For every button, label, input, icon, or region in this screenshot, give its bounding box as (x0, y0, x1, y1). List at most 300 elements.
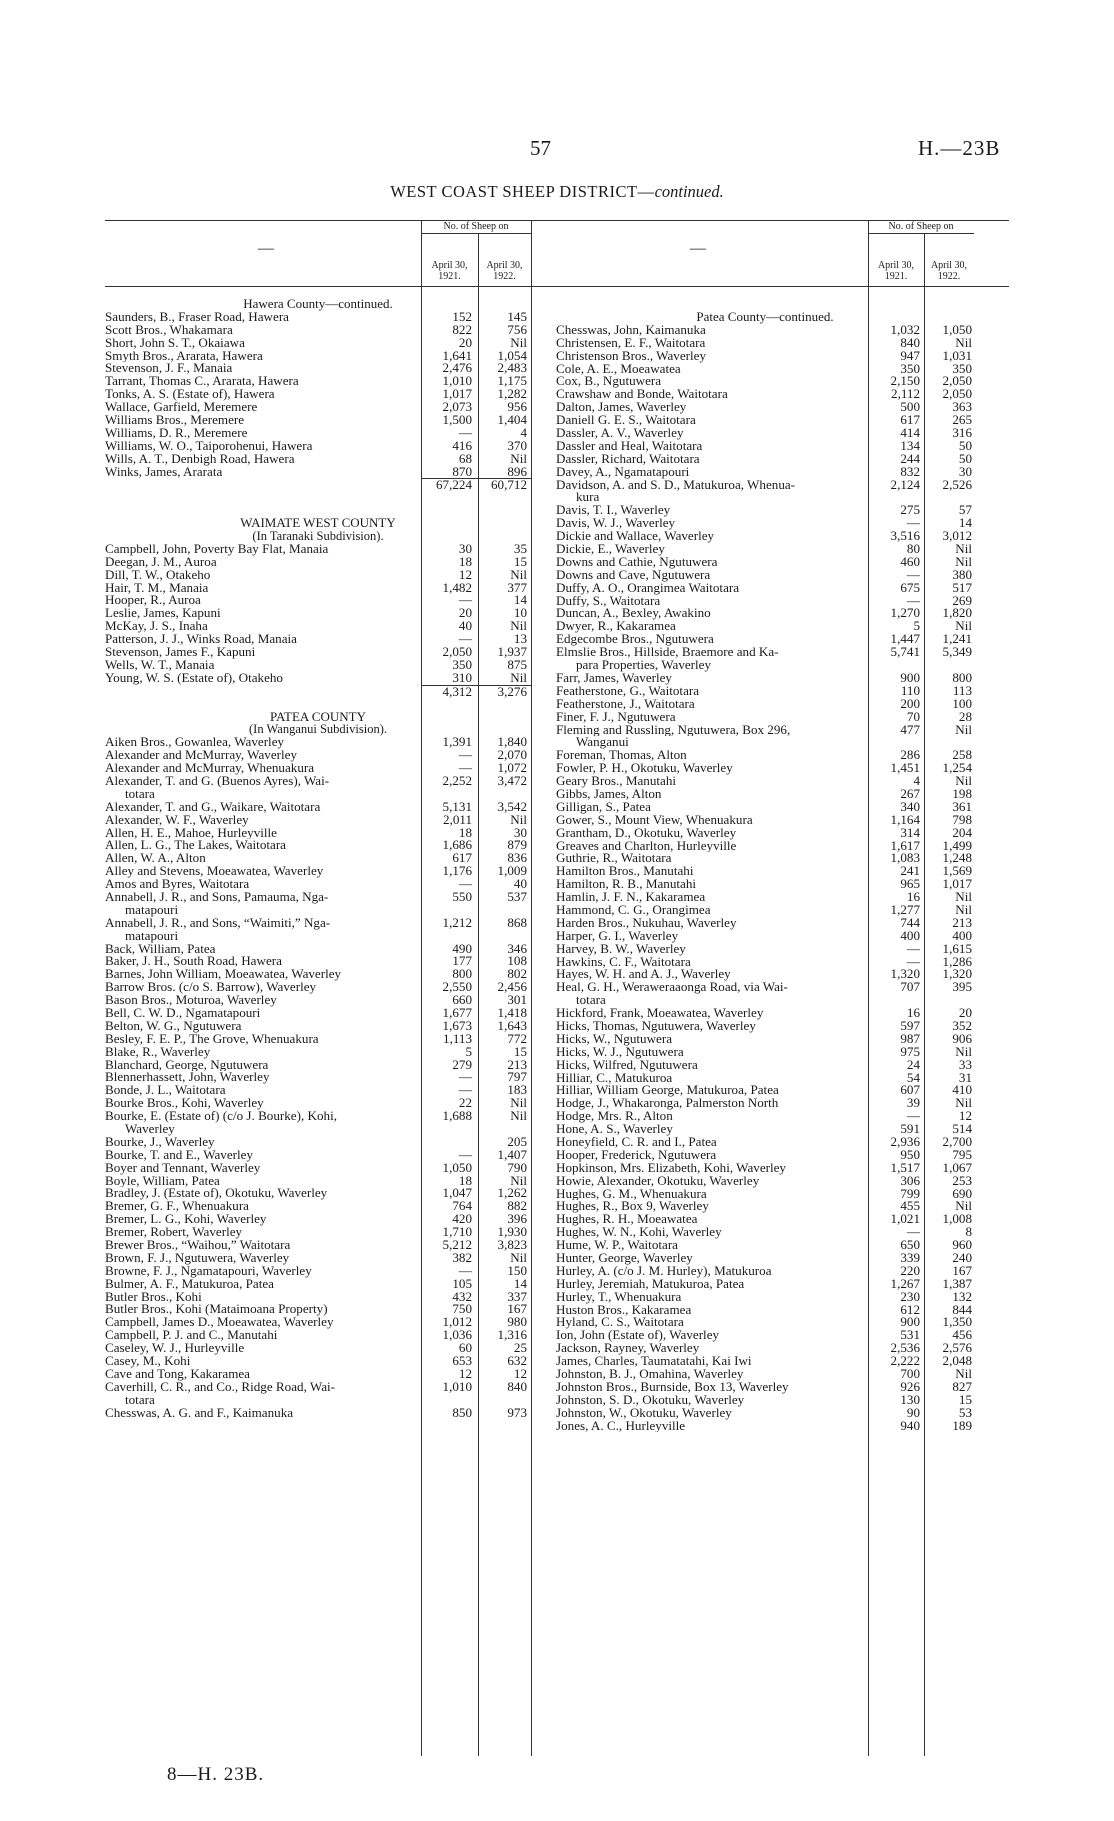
owner-name: Caseley, W. J., Hurleyville (105, 1342, 245, 1356)
sheep-1921: — (906, 592, 920, 608)
sheep-1921: 60 (458, 1340, 472, 1356)
left-column (105, 298, 531, 1419)
owner-name: Stevenson, James F., Kapuni (105, 646, 256, 659)
sheep-1922: 8 (965, 1224, 972, 1240)
owner-name: kura (576, 491, 600, 505)
owner-name: Hooper, R., Auroa (105, 594, 201, 608)
owner-name: Blennerhassett, John, Waverley (105, 1071, 270, 1085)
sheep-1922: Nil (510, 334, 527, 350)
total-row (105, 685, 531, 698)
total-row (105, 478, 531, 491)
heading-text: PATEA COUNTY (270, 708, 366, 724)
owner-name: Young, W. S. (Estate of), Otakeho (105, 671, 283, 685)
sheep-1921: 660 (452, 992, 472, 1008)
sheep-1922: 30 (958, 463, 972, 479)
sheep-1921: 1,391 (442, 734, 472, 750)
sheep-1921: 650 (900, 1237, 920, 1253)
sheep-1922: 20 (958, 1005, 972, 1021)
sheep-1921: 134 (900, 437, 920, 453)
owner-name: Davey, A., Ngamatapouri (556, 465, 690, 479)
sheep-1922: Nil (955, 334, 972, 350)
stub-header-right: — (690, 240, 706, 257)
owner-name: Chesswas, A. G. and F., Kaimanuka (105, 1406, 294, 1420)
sheep-1922: 377 (507, 579, 527, 595)
owner-name: Besley, F. E. P., The Grove, Whenuakura (105, 1032, 319, 1046)
owner-name: Annabell, J. R., and Sons, Pamauma, Nga- (105, 890, 329, 904)
sheep-1921: 350 (452, 656, 472, 672)
sheep-1922: 100 (952, 695, 972, 711)
sheep-1922: 3,012 (942, 528, 972, 544)
sheep-1922: 906 (952, 1030, 972, 1046)
sheep-1922: Nil (955, 618, 972, 634)
sheep-1921: 1,036 (442, 1327, 472, 1343)
sheep-1921: 2,112 (891, 386, 920, 402)
owner-name: Guthrie, R., Waitotara (556, 852, 672, 866)
col-1922-header-left: April 30, 1922. (486, 260, 523, 282)
sheep-1921: 70 (906, 708, 920, 724)
sheep-1921: 612 (900, 1301, 920, 1317)
sheep-1921: 1,500 (442, 412, 472, 428)
sheep-1921: 700 (900, 1366, 920, 1382)
sheep-1921: 840 (900, 334, 920, 350)
sheep-1922: 2,483 (497, 360, 527, 376)
sheep-1922: 5,349 (942, 644, 972, 660)
sheep-1922: Nil (955, 541, 972, 557)
sheep-1922: 301 (507, 992, 527, 1008)
sheep-1922: 797 (507, 1069, 527, 1085)
owner-name: Harper, G. I., Waverley (556, 929, 679, 943)
sheep-1922: 1,282 (497, 386, 527, 402)
owner-name: Duncan, A., Bexley, Awakino (556, 607, 711, 621)
sheep-1922: Nil (955, 1198, 972, 1214)
heading-text: Hawera County—continued. (243, 296, 393, 311)
sheep-1921: 3,516 (890, 528, 920, 544)
sheep-1922: 756 (507, 321, 527, 337)
sheep-1922: 150 (507, 1262, 527, 1278)
sheep-1922: 40 (513, 876, 527, 892)
sheep-1922: 800 (952, 669, 972, 685)
owner-name: Wanganui (576, 736, 629, 750)
owner-name: Belton, W. G., Ngutuwera (105, 1019, 242, 1033)
owner-name: Bell, C. W. D., Ngamatapouri (105, 1006, 261, 1020)
owner-name: Dassler, Richard, Waitotara (556, 452, 700, 466)
sheep-1921: 1,686 (442, 837, 472, 853)
owner-name: Hicks, W., Ngutuwera (556, 1032, 673, 1046)
sheep-1922: 4 (520, 424, 527, 440)
owner-name: Hurley, Jeremiah, Matukuroa, Patea (556, 1277, 745, 1291)
sheep-1921: 1,017 (442, 386, 472, 402)
table-row (105, 491, 531, 504)
owner-name: Hyland, C. S., Waitotara (556, 1316, 684, 1330)
sheep-1921: 200 (900, 695, 920, 711)
owner-name: Butler Bros., Kohi (105, 1290, 202, 1304)
owner-name: Allen, H. E., Mahoe, Hurleyville (105, 826, 277, 840)
owner-name: Alley and Stevens, Moeawatea, Waverley (105, 865, 324, 879)
owner-name: Hopkinson, Mrs. Elizabeth, Kohi, Waverley (556, 1161, 786, 1175)
owner-name: Hamilton Bros., Manutahi (556, 865, 694, 879)
page-footer: 8—H. 23B. (167, 1764, 265, 1785)
sheep-1922: 1,054 (497, 347, 527, 363)
sheep-1921: 460 (900, 553, 920, 569)
col-1922-header-right: April 30, 1922. (930, 260, 968, 282)
sheep-1922: 400 (952, 927, 972, 943)
sheep-1922: 350 (952, 360, 972, 376)
stub-header-left: — (258, 240, 274, 257)
owner-name: Hooper, Frederick, Ngutuwera (556, 1148, 717, 1162)
table-row (105, 914, 531, 930)
sheep-1921: 152 (452, 308, 472, 324)
owner-name: Bonde, J. L., Waitotara (105, 1084, 226, 1098)
owner-name: Gibbs, James, Alton (556, 787, 662, 801)
sheep-1922: 802 (507, 966, 527, 982)
owner-name: Bulmer, A. F., Matukuroa, Patea (105, 1277, 274, 1291)
owner-name: Hair, T. M., Manaia (105, 581, 209, 595)
owner-name: Williams, D. R., Meremere (105, 426, 248, 440)
sheep-1922: Nil (955, 1366, 972, 1382)
sheep-1921: 1,677 (442, 1004, 472, 1020)
owner-name: Boyle, William, Patea (105, 1174, 220, 1188)
sheep-1921: 1,517 (890, 1159, 920, 1175)
sheep-1922: 690 (952, 1185, 972, 1201)
sheep-1922: 1,407 (497, 1146, 527, 1162)
sheep-1921: — (906, 940, 920, 956)
owner-name: Daniell G. E. S., Waitotara (556, 414, 696, 428)
owner-name: Finer, F. J., Ngutuwera (556, 710, 676, 724)
owner-name: Duffy, A. O., Orangimea Waitotara (556, 581, 740, 595)
sheep-1922: Nil (510, 450, 527, 466)
sheep-1922: 2,050 (942, 386, 972, 402)
sheep-1922: Nil (510, 811, 527, 827)
sheep-1921: 105 (452, 1275, 472, 1291)
sheep-1921: 275 (900, 502, 920, 518)
owner-name: Williams, W. O., Taiporohenui, Hawera (105, 439, 313, 453)
sheep-1922: Nil (955, 889, 972, 905)
sheep-1921: 1,113 (443, 1030, 472, 1046)
sheep-1922: 108 (507, 953, 527, 969)
owner-name: Bremer, G. F., Whenuakura (105, 1200, 249, 1214)
sheep-1922: 213 (952, 914, 972, 930)
table-row (105, 772, 531, 788)
group-header-right: No. of Sheep on (888, 221, 954, 232)
sheep-1921: 707 (900, 979, 920, 995)
sheep-1921: 617 (900, 412, 920, 428)
owner-name: Hamlin, J. F. N., Kakaramea (556, 891, 706, 904)
sheep-1921: 591 (900, 1121, 920, 1137)
sheep-1922: 772 (507, 1030, 527, 1046)
owner-name: Barnes, John William, Moeawatea, Waverley (105, 968, 342, 982)
sheep-1922: 132 (952, 1288, 972, 1304)
sheep-1922: 956 (507, 399, 527, 415)
sheep-1922: 189 (952, 1417, 972, 1433)
owner-name: Ion, John (Estate of), Waverley (556, 1329, 720, 1343)
sheep-1922: 1,067 (942, 1159, 972, 1175)
owner-name: Hawkins, C. F., Waitotara (556, 955, 691, 969)
sheep-1922: 12 (513, 1365, 527, 1381)
owner-name: Elmslie Bros., Hillside, Braemore and Ka- (556, 646, 779, 660)
owner-name: Fleming and Russling, Ngutuwera, Box 296, (556, 723, 791, 737)
sheep-1921: 2,252 (442, 772, 472, 788)
sheep-1922: Nil (955, 721, 972, 737)
owner-name: Patterson, J. J., Winks Road, Manaia (105, 633, 297, 647)
sheep-1921: 1,617 (890, 837, 920, 853)
table-row (105, 888, 531, 904)
sheep-1921: 350 (900, 360, 920, 376)
owner-name: totara (125, 1393, 155, 1407)
owner-name: Farr, James, Waverley (556, 671, 672, 685)
sheep-1921: 617 (452, 850, 472, 866)
sheep-1921: 500 (900, 399, 920, 415)
sheep-1922: 3,276 (479, 685, 531, 698)
owner-name: Dwyer, R., Kakaramea (556, 620, 676, 634)
sheep-1921: 90 (906, 1404, 920, 1420)
sheep-1921: 244 (900, 450, 920, 466)
sheep-1922: 31 (958, 1069, 972, 1085)
sheep-1922: 113 (952, 682, 972, 698)
sheep-1921: 5,212 (442, 1237, 472, 1253)
sheep-1922: 2,526 (942, 476, 972, 492)
sheep-1921: 241 (900, 863, 920, 879)
sheep-1921: 314 (900, 824, 920, 840)
owner-name: Alexander, W. F., Waverley (105, 813, 249, 827)
sheep-1921: 22 (458, 1095, 472, 1111)
owner-name: Barrow Bros. (c/o S. Barrow), Waverley (105, 981, 317, 995)
sheep-1921: 80 (906, 541, 920, 557)
page-title (0, 182, 1114, 202)
sheep-1921: — (906, 566, 920, 582)
heading-text: WAIMATE WEST COUNTY (240, 515, 396, 531)
sheep-1922: 517 (952, 579, 972, 595)
sheep-1921: 1,641 (442, 347, 472, 363)
owner-name: Hughes, R., Box 9, Waverley (556, 1200, 709, 1214)
owner-name: Campbell, P. J. and C., Manutahi (105, 1329, 278, 1343)
sheep-1921: 12 (458, 1365, 472, 1381)
sheep-1922: 827 (952, 1378, 972, 1394)
sheep-1921: 306 (900, 1172, 920, 1188)
owner-name: Dill, T. W., Otakeho (105, 568, 211, 582)
sheep-1922: 395 (952, 979, 972, 995)
sheep-1922: 1,930 (497, 1224, 527, 1240)
sheep-1922: 1,031 (942, 347, 972, 363)
sheep-1922: 2,050 (942, 373, 972, 389)
heading-text: (In Wanganui Subdivision). (249, 722, 387, 737)
sheep-1922: 337 (507, 1288, 527, 1304)
owner-name: Hilliar, C., Matukuroa (556, 1071, 673, 1085)
sheep-1922: 1,286 (942, 953, 972, 969)
owner-name: matapouri (125, 903, 179, 917)
owner-name: Tarrant, Thomas C., Ararata, Hawera (105, 375, 299, 389)
sheep-1922: 28 (958, 708, 972, 724)
sheep-1921: 2,536 (890, 1340, 920, 1356)
sheep-1922: 15 (958, 1391, 972, 1407)
sheep-1922: 346 (507, 940, 527, 956)
sheep-1922: 960 (952, 1237, 972, 1253)
owner-name: Baker, J. H., South Road, Hawera (105, 955, 282, 969)
sheep-1922: 798 (952, 811, 972, 827)
owner-name: Stevenson, J. F., Manaia (105, 362, 233, 376)
owner-name: Alexander and McMurray, Waverley (105, 749, 298, 763)
sheep-1922: 1,248 (942, 850, 972, 866)
sheep-1921: 1,010 (442, 373, 472, 389)
sheep-1921: 30 (458, 540, 472, 556)
sheep-1922: 167 (952, 1262, 972, 1278)
owner-name: Boyer and Tennant, Waverley (105, 1161, 261, 1175)
sheep-1921: — (458, 1069, 472, 1085)
sheep-1922: 1,241 (942, 631, 972, 647)
sheep-1922: 198 (952, 785, 972, 801)
sheep-1921: 1,710 (442, 1224, 472, 1240)
owner-name: Hicks, Wilfred, Ngutuwera (556, 1058, 698, 1072)
owner-name: Wallace, Garfield, Meremere (105, 401, 258, 415)
sheep-1921: 926 (900, 1378, 920, 1394)
owner-name: Geary Bros., Manutahi (556, 775, 676, 788)
sheep-1921: 400 (900, 927, 920, 943)
sheep-1921: 1,673 (442, 1017, 472, 1033)
header-bottom-rule (105, 286, 1009, 287)
sheep-1922: 380 (952, 566, 972, 582)
owner-name: Allen, L. G., The Lakes, Waitotara (105, 839, 286, 853)
owner-name: Jones, A. C., Hurleyville (556, 1419, 686, 1433)
page-number: 57 (530, 136, 551, 160)
sheep-1922: 15 (513, 553, 527, 569)
owner-name: Hurley, T., Whenuakura (556, 1290, 682, 1304)
owner-name: Smyth Bros., Ararata, Hawera (105, 349, 263, 363)
owner-name: Bremer, Robert, Waverley (105, 1226, 243, 1240)
right-column (556, 311, 974, 1432)
sheep-1921: 455 (900, 1198, 920, 1214)
group-rule-right (868, 233, 974, 234)
owner-name: Bourke Bros., Kohi, Waverley (105, 1097, 264, 1111)
sheep-1921: 653 (452, 1353, 472, 1369)
sheep-1922: 1,499 (942, 837, 972, 853)
sheep-1922: 410 (952, 1082, 972, 1098)
owner-name: Bourke, T. and E., Waverley (105, 1148, 254, 1162)
sheep-1922: 33 (958, 1056, 972, 1072)
sheep-1921: 1,047 (442, 1185, 472, 1201)
owner-name: Honeyfield, C. R. and I., Patea (556, 1136, 717, 1149)
sheep-1921: 340 (900, 798, 920, 814)
sheep-1922: 265 (952, 412, 972, 428)
sheep-1921: 744 (900, 914, 920, 930)
sheep-1922: 258 (952, 747, 972, 763)
sheep-1921: — (906, 1108, 920, 1124)
sheep-1922: 240 (952, 1250, 972, 1266)
sheep-1922: 60,712 (479, 478, 531, 491)
sheep-1921: 20 (458, 334, 472, 350)
sheep-1922: 632 (507, 1353, 527, 1369)
owner-name: Davis, T. I., Waverley (556, 504, 671, 518)
owner-name: Amos and Byres, Waitotara (105, 878, 250, 891)
owner-name: Johnston, B. J., Omahina, Waverley (556, 1368, 744, 1381)
sheep-1921: 279 (452, 1056, 472, 1072)
sheep-1922: 514 (952, 1121, 972, 1137)
sheep-1921: 940 (900, 1417, 920, 1433)
owner-name: Harden Bros., Nukuhau, Waverley (556, 916, 737, 930)
sheep-1922: 2,070 (497, 747, 527, 763)
table-row (105, 669, 531, 685)
table-row (105, 1404, 531, 1420)
sheep-1922: 1,262 (497, 1185, 527, 1201)
divider-middle (531, 220, 532, 1756)
sheep-1922: 253 (952, 1172, 972, 1188)
table-row (105, 1378, 531, 1394)
sheep-1921: 310 (452, 669, 472, 685)
sheep-1921: 24 (906, 1056, 920, 1072)
sheep-1921: 382 (452, 1249, 472, 1265)
sheep-1922: 840 (507, 1378, 527, 1394)
owner-name: Featherstone, J., Waitotara (556, 697, 695, 711)
sheep-1921: 2,011 (443, 811, 472, 827)
table-row (556, 607, 974, 620)
sheep-1922: 396 (507, 1211, 527, 1227)
sheep-1922: 205 (507, 1133, 527, 1149)
owner-name: Featherstone, G., Waitotara (556, 684, 700, 698)
owner-name: Hodge, J., Whakaronga, Palmerston North (556, 1097, 779, 1111)
sheep-1922: 1,615 (942, 940, 972, 956)
owner-name: Deegan, J. M., Auroa (105, 555, 217, 569)
sheep-1921: 68 (458, 450, 472, 466)
owner-name: Grantham, D., Okotuku, Waverley (556, 826, 737, 840)
sheep-1922: 537 (507, 888, 527, 904)
sheep-1921 (421, 1123, 479, 1136)
sheep-1921: 597 (900, 1017, 920, 1033)
owner-name: Hilliar, William George, Matukuroa, Patea (556, 1084, 779, 1098)
sheep-1922: 1,387 (942, 1275, 972, 1291)
sheep-1922: 15 (513, 1043, 527, 1059)
sheep-1921: 2,050 (442, 644, 472, 660)
sheep-1921: — (458, 747, 472, 763)
sheep-1921: 950 (900, 1146, 920, 1162)
sheep-1921: 177 (452, 953, 472, 969)
owner-name: Chesswas, John, Kaimanuka (556, 323, 706, 337)
sheep-1922: 868 (507, 914, 527, 930)
sheep-1921: 230 (900, 1288, 920, 1304)
sheep-1921: 1,320 (890, 966, 920, 982)
sheep-1921: 2,073 (442, 399, 472, 415)
owner-name: Casey, M., Kohi (105, 1355, 191, 1368)
owner-name: Christensen, E. F., Waitotara (556, 336, 706, 350)
sheep-1921: 12 (458, 566, 472, 582)
sheep-1921: 4,312 (421, 685, 479, 698)
owner-name: Harvey, B. W., Waverley (556, 942, 686, 956)
heading-text: (In Taranaki Subdivision). (252, 529, 384, 544)
table-row (105, 1110, 531, 1123)
owner-name: Blanchard, George, Ngutuwera (105, 1058, 269, 1072)
sheep-1922: 53 (958, 1404, 972, 1420)
sheep-1921: 800 (452, 966, 472, 982)
sheep-1922: 1,840 (497, 734, 527, 750)
sheep-1921: 531 (900, 1327, 920, 1343)
owner-name: Downs and Cathie, Ngutuwera (556, 555, 718, 569)
sheep-1921: 947 (900, 347, 920, 363)
owner-name: Back, William, Patea (105, 942, 216, 956)
sheep-1921: 900 (900, 1314, 920, 1330)
owner-name: Wells, W. T., Manaia (105, 658, 215, 672)
sheep-1921: 987 (900, 1030, 920, 1046)
heading-text: Patea County—continued. (696, 309, 834, 324)
sheep-1921: — (458, 760, 472, 776)
col-1921-header-left: April 30, 1921. (431, 260, 468, 282)
sheep-1921: 550 (452, 888, 472, 904)
group-rule-left (421, 233, 531, 234)
owner-name: Gilligan, S., Patea (556, 800, 651, 814)
sheep-1922: 1,320 (942, 966, 972, 982)
owner-name: para Properties, Waverley (576, 659, 712, 672)
owner-name: totara (576, 994, 606, 1008)
sheep-1922: 316 (952, 425, 972, 441)
sheep-1922: 1,050 (942, 321, 972, 337)
owner-name: Bourke, J., Waverley (105, 1135, 215, 1149)
sheep-1922: 204 (952, 824, 972, 840)
